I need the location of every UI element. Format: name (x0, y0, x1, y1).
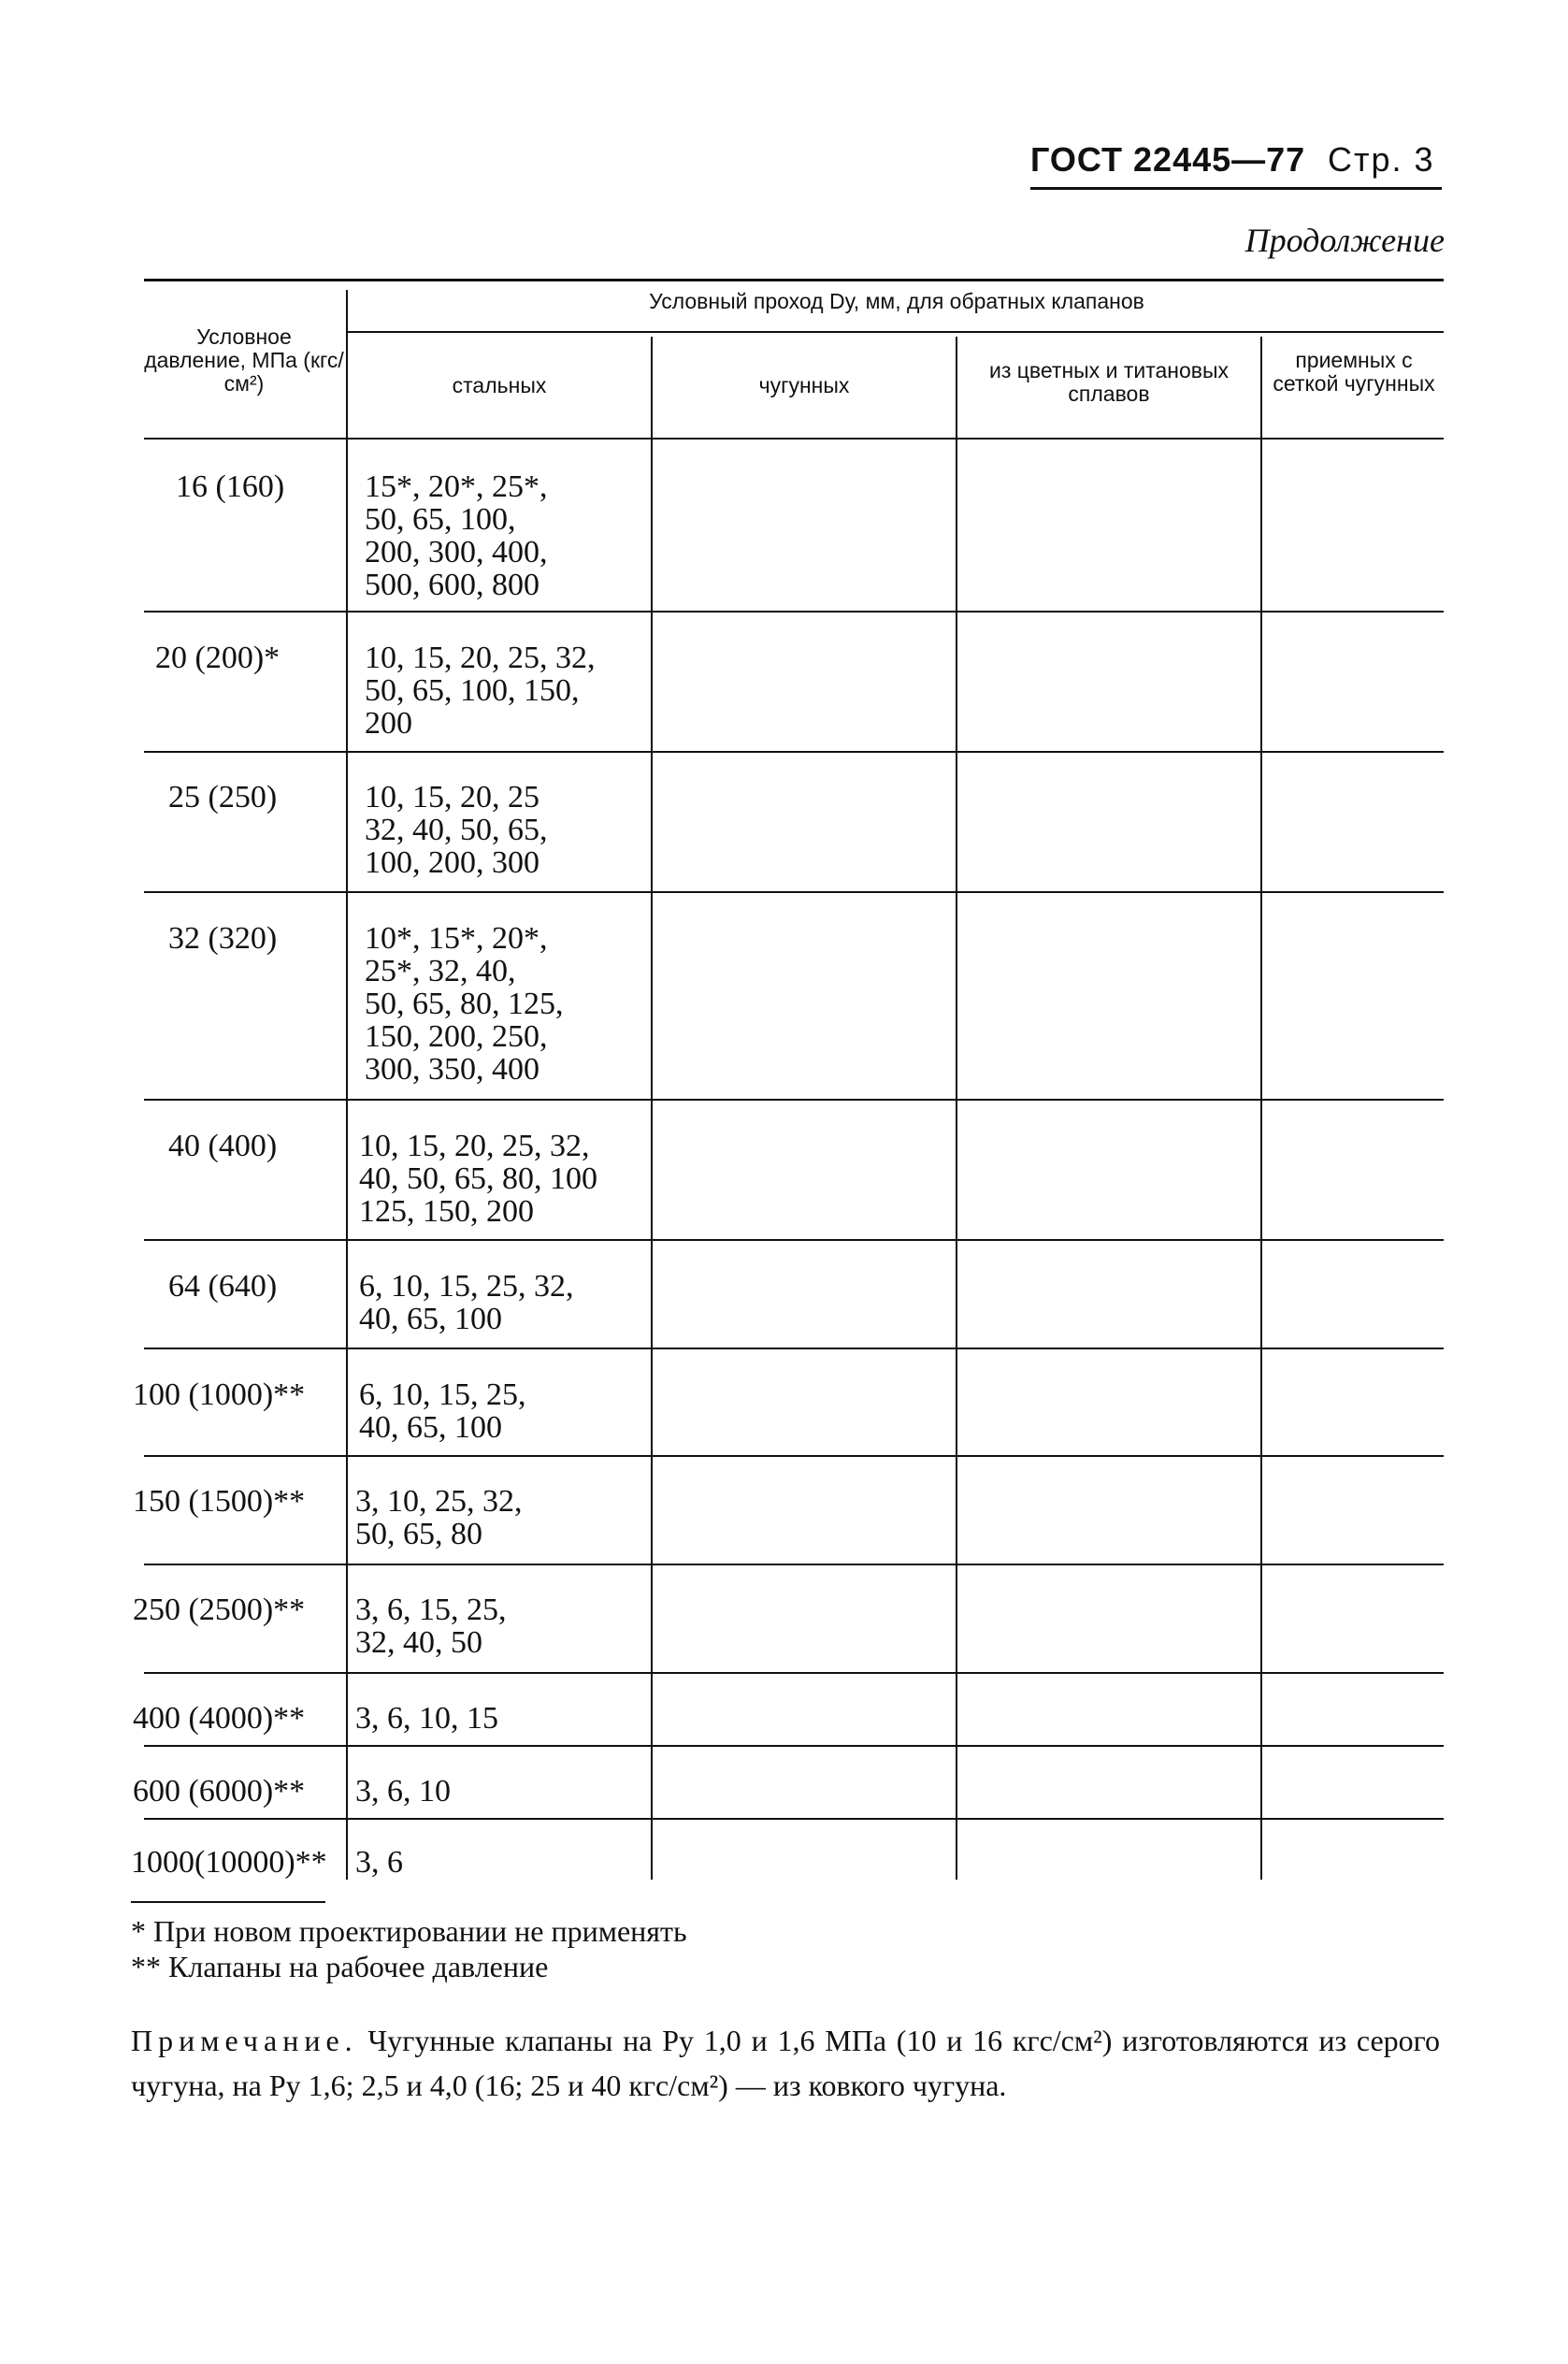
row-steel-passes: 3, 6 (355, 1845, 403, 1880)
row-steel-passes: 10*, 15*, 20*, 25*, 32, 40, 50, 65, 80, 125, 150, 200, 250, 300, 350, 400 (365, 921, 564, 1087)
header-intake: приемных с сеткой чугунных (1273, 348, 1435, 396)
row-divider (144, 1564, 1444, 1565)
note-title: Примечание. (131, 2024, 358, 2057)
row-steel-passes: 3, 6, 10, 15 (355, 1701, 498, 1736)
footnote-star1: * При новом проектировании не применять (131, 1914, 687, 1948)
row-pressure: 1000(10000)** (131, 1845, 327, 1880)
table-top-rule (144, 279, 1444, 281)
row-divider (144, 1348, 1444, 1349)
row-pressure: 64 (640) (168, 1269, 278, 1304)
continuation-label: Продолжение (1244, 222, 1445, 259)
note-text: Чугунные клапаны на Pу 1,0 и 1,6 МПа (10 и 16 кгс/см²) изготовляются из серого чугуна, на Pу 1,6; 2,5 и 4,0 (16; 25 и 40 кгс/см²) — из ковкого чугуна. (131, 2024, 1441, 2102)
row-divider (144, 1455, 1444, 1457)
row-pressure: 250 (2500)** (133, 1593, 306, 1627)
row-steel-passes: 10, 15, 20, 25 32, 40, 50, 65, 100, 200, 300 (365, 780, 548, 880)
row-pressure: 150 (1500)** (133, 1484, 306, 1519)
row-steel-passes: 3, 6, 10 (355, 1774, 451, 1809)
page-number: Стр. 3 (1328, 140, 1435, 179)
row-pressure: 32 (320) (168, 921, 278, 956)
col-divider-pressure (346, 290, 348, 1880)
row-steel-passes: 3, 10, 25, 32, 50, 65, 80 (355, 1484, 523, 1551)
header-rule (1030, 187, 1442, 190)
row-divider (144, 1745, 1444, 1747)
footnote-star2: ** Клапаны на рабочее давление (131, 1950, 549, 1983)
row-pressure: 25 (250) (168, 780, 278, 814)
row-divider (144, 751, 1444, 753)
row-divider (144, 611, 1444, 613)
standard-number: ГОСТ 22445—77 (1030, 140, 1306, 179)
row-pressure: 20 (200)* (155, 641, 281, 675)
header-bottom-rule (144, 438, 1444, 440)
col-divider-nonferrous (1260, 337, 1262, 1880)
row-divider (144, 1239, 1444, 1241)
col-divider-cast-iron (956, 337, 957, 1880)
row-divider (144, 1672, 1444, 1674)
row-steel-passes: 6, 10, 15, 25, 32, 40, 65, 100 (359, 1269, 574, 1336)
header-group-rule (348, 331, 1444, 333)
row-steel-passes: 10, 15, 20, 25, 32, 50, 65, 100, 150, 200 (365, 641, 596, 741)
valve-table (131, 279, 1444, 1882)
row-steel-passes: 10, 15, 20, 25, 32, 40, 50, 65, 80, 100 125, 150, 200 (359, 1129, 597, 1229)
row-divider (144, 1818, 1444, 1820)
row-divider (144, 891, 1444, 893)
note (131, 2018, 1440, 2108)
col-divider-steel (651, 337, 653, 1880)
row-steel-passes: 3, 6, 15, 25, 32, 40, 50 (355, 1593, 507, 1660)
row-divider (144, 1099, 1444, 1101)
header-steel: стальных (452, 373, 547, 397)
row-pressure: 400 (4000)** (133, 1701, 306, 1736)
row-pressure: 40 (400) (168, 1129, 278, 1163)
header-cast-iron: чугунных (758, 373, 850, 397)
header-nonferrous: из цветных и титановых сплавов (988, 358, 1230, 406)
row-steel-passes: 6, 10, 15, 25, 40, 65, 100 (359, 1377, 526, 1445)
row-pressure: 16 (160) (176, 469, 285, 504)
footnote-rule (131, 1901, 325, 1903)
row-pressure: 100 (1000)** (133, 1377, 306, 1412)
header-pressure: Условное давление, МПа (кгс/см²) (144, 324, 344, 396)
header-group: Условный проход Dу, мм, для обратных клапанов (649, 289, 1144, 313)
row-steel-passes: 15*, 20*, 25*, 50, 65, 100, 200, 300, 400, 500, 600, 800 (365, 469, 548, 602)
row-pressure: 600 (6000)** (133, 1774, 306, 1809)
